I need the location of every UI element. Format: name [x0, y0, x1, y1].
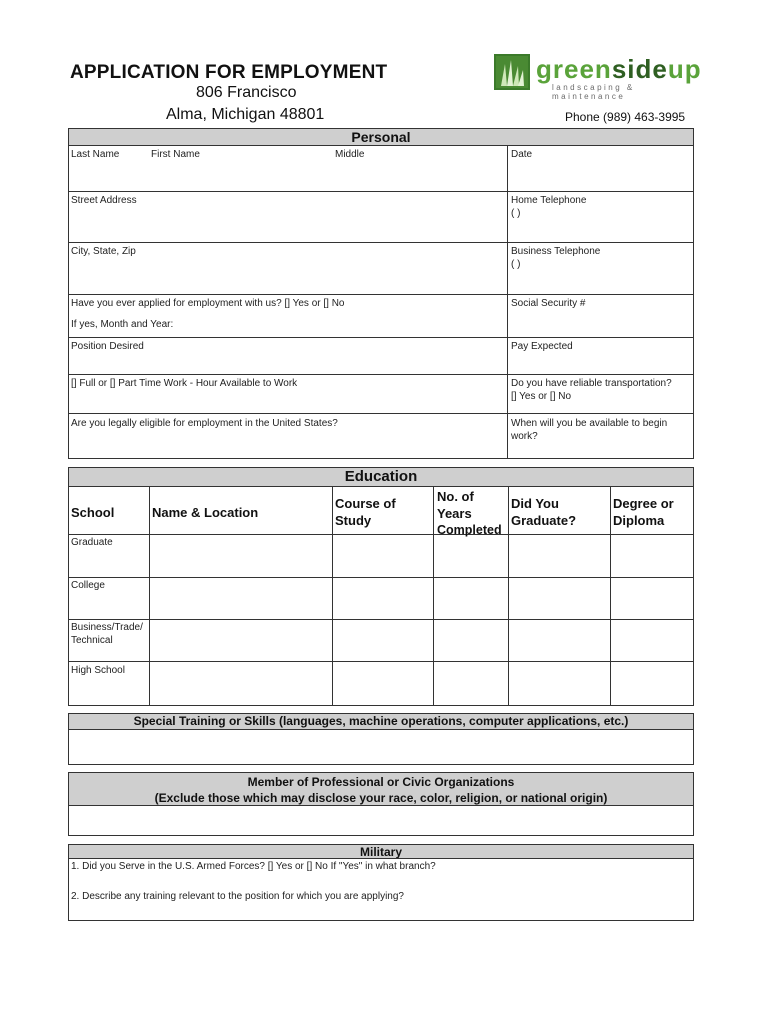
organizations-heading-2: (Exclude those which may disclose your race, color, religion, or national origin) — [154, 791, 608, 805]
company-phone: Phone (989) 463-3995 — [565, 110, 686, 124]
organizations-field[interactable] — [68, 805, 694, 836]
home-telephone-area: ( ) — [511, 208, 521, 219]
education-heading: Education — [68, 467, 694, 487]
first-name-field[interactable]: First Name — [151, 149, 200, 160]
social-security-field[interactable]: Social Security # — [511, 298, 586, 309]
col-school: School — [71, 505, 115, 520]
military-service-question[interactable]: 1. Did you Serve in the U.S. Armed Forces? [] Yes or [] No If "Yes" in what branch? — [71, 861, 436, 872]
home-telephone-field[interactable]: Home Telephone — [511, 195, 587, 206]
logo-wordmark: greensideup — [536, 54, 702, 84]
address-line-1: 806 Francisco — [196, 84, 297, 101]
if-yes-month-year[interactable]: If yes, Month and Year: — [71, 319, 174, 330]
col-degree-2: Diploma — [613, 513, 665, 528]
col-course-study-1: Course of — [335, 496, 396, 511]
col-degree-1: Degree or — [613, 496, 674, 511]
col-years-2: Years — [437, 506, 472, 521]
street-address-field[interactable]: Street Address — [71, 195, 137, 206]
grass-logo-icon — [494, 54, 530, 90]
row-business-2: Technical — [71, 635, 113, 646]
pay-expected-field[interactable]: Pay Expected — [511, 341, 573, 352]
business-telephone-field[interactable]: Business Telephone — [511, 246, 601, 257]
col-course-study-2: Study — [335, 513, 372, 528]
col-years-3: Completed — [437, 523, 502, 537]
position-desired-field[interactable]: Position Desired — [71, 341, 144, 352]
col-years-1: No. of — [437, 489, 474, 504]
form-title: APPLICATION FOR EMPLOYMENT — [70, 62, 388, 83]
address-line-2: Alma, Michigan 48801 — [166, 106, 325, 123]
business-telephone-area: ( ) — [511, 259, 521, 270]
row-graduate: Graduate — [71, 537, 113, 548]
personal-heading: Personal — [68, 128, 694, 146]
transportation-options[interactable]: [] Yes or [] No — [511, 391, 572, 402]
last-name-field[interactable]: Last Name — [71, 149, 120, 160]
row-college: College — [71, 580, 105, 591]
logo-tagline: landscaping & maintenance — [552, 83, 635, 101]
special-training-heading: Special Training or Skills (languages, machine operations, computer applications, etc.) — [68, 713, 694, 730]
col-name-location: Name & Location — [152, 505, 259, 520]
col-graduate-2: Graduate? — [511, 513, 577, 528]
availability-question-1: When will you be available to begin — [511, 418, 668, 429]
legally-eligible-question[interactable]: Are you legally eligible for employment in the United States? — [71, 418, 338, 429]
military-heading: Military — [68, 844, 694, 859]
date-field[interactable]: Date — [511, 149, 533, 160]
full-part-time-field[interactable]: [] Full or [] Part Time Work - Hour Available to Work — [71, 378, 298, 389]
col-graduate-1: Did You — [511, 496, 559, 511]
special-training-field[interactable] — [68, 729, 694, 765]
company-logo — [494, 54, 702, 101]
city-state-zip-field[interactable]: City, State, Zip — [71, 246, 136, 257]
training-relevant-question[interactable]: 2. Describe any training relevant to the position for which you are applying? — [71, 891, 404, 902]
transportation-question: Do you have reliable transportation? — [511, 378, 672, 389]
organizations-heading-1: Member of Professional or Civic Organizations — [247, 775, 515, 789]
row-business-1: Business/Trade/ — [71, 622, 143, 633]
applied-before-question[interactable]: Have you ever applied for employment with us? [] Yes or [] No — [71, 298, 345, 309]
availability-question-2[interactable]: work? — [511, 431, 538, 442]
row-high-school: High School — [71, 665, 125, 676]
middle-name-field[interactable]: Middle — [335, 149, 365, 160]
organizations-heading — [68, 772, 694, 806]
